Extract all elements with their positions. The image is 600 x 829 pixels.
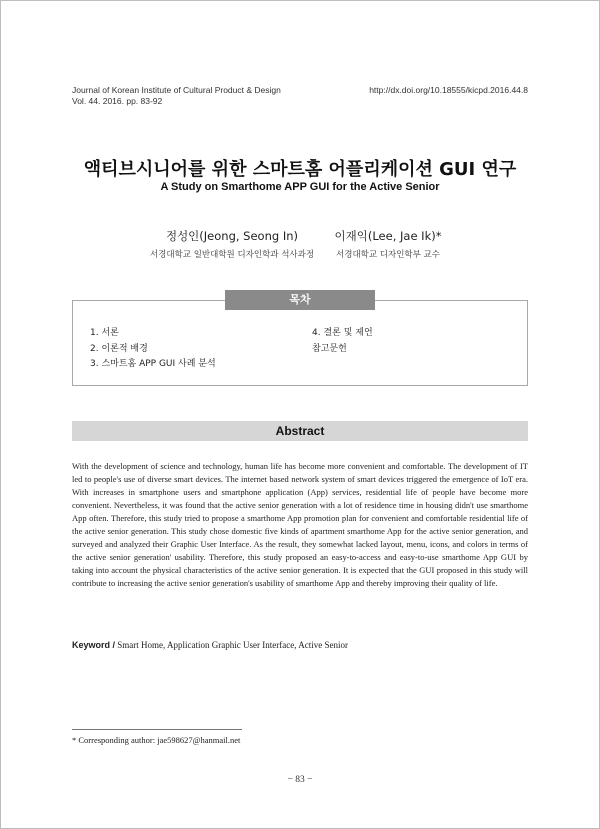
page-number: − 83 − xyxy=(287,775,313,785)
keyword-line xyxy=(72,640,528,650)
author-2-affiliation: 서경대학교 디자인학부 교수 xyxy=(336,250,440,260)
footnote: * Corresponding author: jae598627@hanmail.net xyxy=(72,735,241,745)
toc-item: 2. 이론적 배경 xyxy=(90,343,148,354)
toc-item: 4. 결론 및 제언 xyxy=(312,328,373,338)
author-2-name: 이재익(Lee, Jae Ik)* xyxy=(334,229,442,243)
toc-item: 참고문헌 xyxy=(312,343,347,354)
toc-left-column xyxy=(90,326,216,373)
title-korean: 액티브시니어를 위한 스마트홈 어플리케이션 GUI 연구 xyxy=(83,159,517,180)
journal-info xyxy=(72,85,281,107)
footnote-divider xyxy=(72,729,242,730)
journal-volume: Vol. 44. 2016. pp. 83-92 xyxy=(72,96,163,106)
doi-link[interactable]: http://dx.doi.org/10.18555/kicpd.2016.44.8 xyxy=(369,85,528,95)
toc-heading: 목차 xyxy=(225,290,375,310)
abstract-body: With the development of science and technology, human life has become more convenient and comfortable. The development of IT led to people's use of diverse smart devices. The internet based network system of smart devices triggered the emergence of IoT era. With increases in smartphone users and smartphone application (App) services, residential life of people have become more convenient. Nevertheless, it was found that the active senior generation with a lot of residence time in housing didn't use smarthome App often. Therefore, this study tried to propose a smarthome App promotion plan for convenient and comfortable residential life of the active senior generation. This study chose domestic five kinds of apartment smarthome App for the active senior generation, and surveyed and analyzed their Graphic User Interface. As the result, they somewhat lacked layout, menu, icons, and colors in terms of the active senior generation' usability. Therefore, this study proposed an easy-to-access and easy-to-use smarthome App GUI by taking into account the physical characteristics of the active senior generation. It is expected that the GUI proposed in this study will contribute to increasing the active senior generation's usability of smarthome App and thereby improving their quality of life. xyxy=(72,461,528,588)
title-english: A Study on Smarthome APP GUI for the Active Senior xyxy=(160,181,440,193)
author-1-affiliation: 서경대학교 일반대학원 디자인학과 석사과정 xyxy=(149,250,315,260)
toc-item: 1. 서론 xyxy=(90,328,119,338)
keyword-label: Keyword / xyxy=(72,640,116,650)
author-1-name: 정성인(Jeong, Seong In) xyxy=(165,229,299,243)
keyword-text: Smart Home, Application Graphic User Interface, Active Senior xyxy=(115,640,348,650)
toc-item: 3. 스마트홈 APP GUI 사례 분석 xyxy=(90,359,216,369)
journal-name: Journal of Korean Institute of Cultural Product & Design xyxy=(72,85,281,95)
abstract-heading: Abstract xyxy=(72,421,528,441)
toc-right-column xyxy=(312,326,373,357)
